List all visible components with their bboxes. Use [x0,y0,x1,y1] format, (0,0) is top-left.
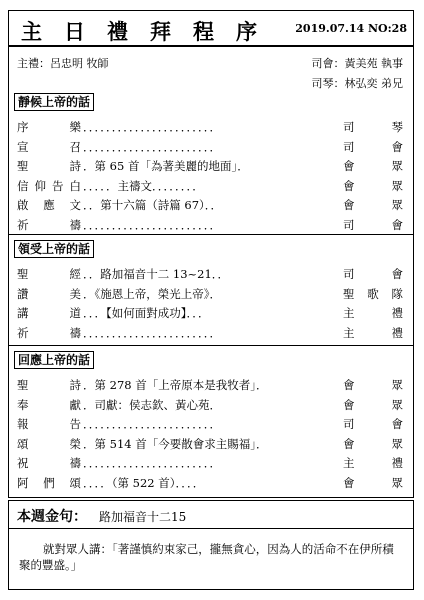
ceremony-leader-label: 司會：黃美苑 執事 [311,57,403,70]
presider-label: 主禮：呂忠明 牧師 [17,57,109,70]
liturgy-item: 阿 們 頌 [17,475,81,490]
liturgy-row [9,436,413,455]
liturgy-person: 會 眾 [343,178,403,193]
liturgy-person: 會 眾 [343,378,403,392]
page-title: 主日禮拜程序 [21,19,279,44]
liturgy-detail: ．．．．．．．．．．．．．．．．．．．．．．． [83,456,221,470]
liturgy-detail: ．．．．．．．．．．．．．．．．．．．．．．． [83,217,221,232]
liturgy-item: 讚 美 [17,286,81,301]
liturgy-detail: ．司獻：侯志欽、黃心苑． [83,397,221,412]
organist-label: 司琴：林弘奕 弟兄 [311,77,403,90]
liturgy-detail: ．．．．．．．．．．．．．．．．．．．．．．． [83,139,221,154]
liturgy-item: 聖 詩 [17,159,81,173]
liturgy-item: 頌 榮 [17,436,81,451]
liturgy-row [9,397,413,416]
liturgy-detail: ．《施恩上帝，榮光上帝》． [83,286,221,301]
liturgy-item: 啟 應 文 [17,198,81,212]
liturgy-person: 司 會 [343,217,403,232]
liturgy-row [9,266,413,285]
liturgy-person: 司 會 [343,139,403,154]
liturgy-detail: ．．．．．．．．．．．．．．．．．．．．．．． [83,417,221,431]
liturgy-detail: ．．．．．．．．．．．．．．．．．．．．．．． [83,120,221,134]
liturgy-row [9,325,413,344]
liturgy-person: 司 琴 [343,120,403,134]
weekly-verse-box [8,500,414,590]
liturgy-person: 會 眾 [343,159,403,173]
liturgy-item: 祝 禱 [17,456,81,470]
liturgy-row [9,158,413,177]
liturgy-person: 會 眾 [343,475,403,490]
section-title-waiting: 靜候上帝的話 [14,93,94,111]
liturgy-row [9,217,413,236]
liturgy-row [9,139,413,158]
liturgy-detail: ．．．．（第 522 首）．．．． [83,475,205,490]
bulletin-header [9,11,413,47]
liturgy-row [9,305,413,324]
liturgy-item: 祈 禱 [17,325,81,340]
liturgy-person: 聖 歌 隊 [343,286,403,301]
liturgy-row [9,475,413,494]
liturgy-detail: ．．第十六篇（詩篇 67）．． [83,198,223,212]
liturgy-detail: ．．．【如何面對成功】．．． [83,306,210,320]
order-of-service-frame [8,10,414,498]
liturgy-detail: ．．路加福音十二 13~21．． [83,267,230,281]
liturgy-row [9,416,413,435]
weekly-verse-reference: 路加福音十二15 [99,510,187,524]
section-title-receiving: 領受上帝的話 [14,240,94,258]
liturgy-person: 司 會 [343,267,403,281]
liturgy-detail: ．．．．．主禱文．．．．．．．． [83,178,204,193]
liturgy-item: 奉 獻 [17,397,81,412]
section-title-responding: 回應上帝的話 [14,351,94,369]
liturgy-item: 講 道 [17,306,81,320]
liturgy-item: 序 樂 [17,120,81,134]
liturgy-item: 信 仰 告 白 [17,178,81,193]
weekly-verse-header [9,501,413,529]
liturgy-detail: ．第 278 首「上帝原本是我牧者」． [83,378,268,392]
liturgy-row [9,178,413,197]
issue-date-number: 2019.07.14 NO:28 [295,22,407,35]
section-divider [9,234,413,235]
liturgy-person: 主 禮 [343,306,403,320]
liturgy-row [9,197,413,216]
liturgy-person: 司 會 [343,417,403,431]
liturgy-person: 會 眾 [343,436,403,451]
liturgy-row [9,286,413,305]
liturgy-person: 會 眾 [343,397,403,412]
liturgy-person: 主 禮 [343,325,403,340]
liturgy-person: 主 禮 [343,456,403,470]
section-divider [9,345,413,346]
liturgy-row [9,455,413,474]
liturgy-item: 祈 禱 [17,217,81,232]
liturgy-detail: ．．．．．．．．．．．．．．．．．．．．．．． [83,325,221,340]
liturgy-item: 宣 召 [17,139,81,154]
weekly-verse-text: 就對眾人講：「著謹慎約束家己，攏無貪心，因為人的活命不在伊所積聚的豐盛。」 [19,542,394,572]
liturgy-row [9,119,413,138]
liturgy-detail: ．第 65 首「為著美麗的地面」． [83,159,249,173]
liturgy-row [9,377,413,396]
liturgy-item: 聖 詩 [17,378,81,392]
liturgy-person: 會 眾 [343,198,403,212]
liturgy-item: 聖 經 [17,267,81,281]
liturgy-item: 報 告 [17,417,81,431]
weekly-verse-label: 本週金句： [17,509,87,525]
liturgy-detail: ．第 514 首「今要散會求主賜福」． [83,436,268,451]
